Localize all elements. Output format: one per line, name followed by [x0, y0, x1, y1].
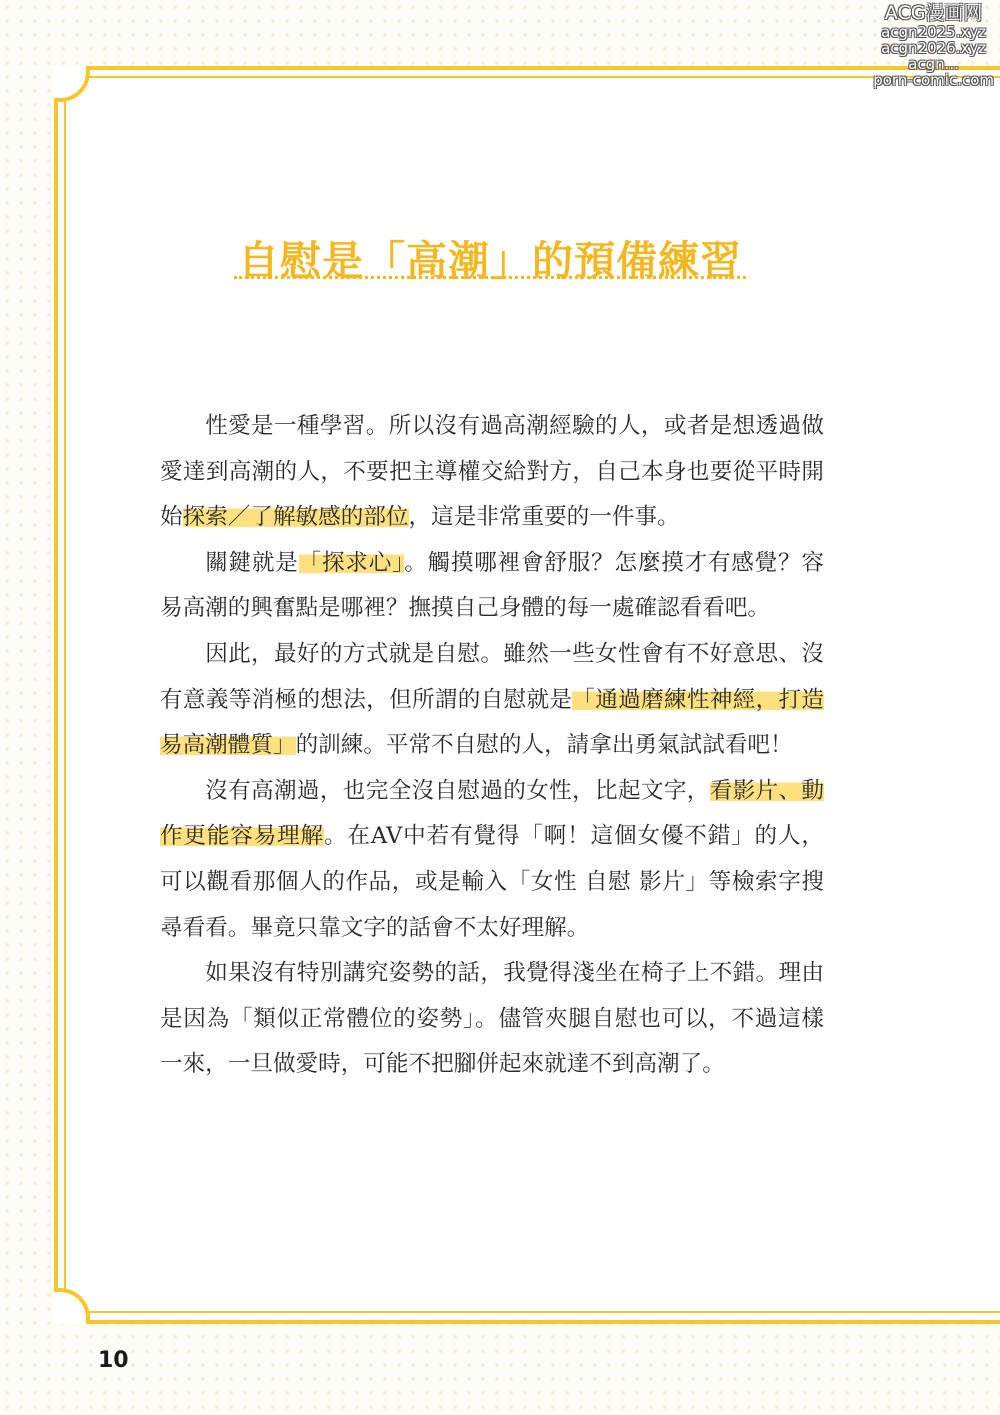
paragraph-text: ，這是非常重要的一件事。 [408, 504, 680, 531]
frame-border-top [88, 66, 1000, 70]
paragraph-text: 的訓練。平常不自慰的人，請拿出勇氣試試看吧！ [295, 732, 793, 759]
paragraph-text: 關鍵就是 [205, 549, 299, 576]
paragraph [160, 541, 824, 632]
paragraph-text: 因此，最好的方式就是自慰。雖然一些女性會有不好意思、沒有意義等消極的想法，但所謂的自慰就是 [160, 640, 824, 713]
watermark-line: acgn... [908, 55, 959, 73]
frame-border-bottom-inner [70, 1311, 1000, 1313]
paragraph [160, 951, 824, 1088]
page-number: 10 [98, 1348, 129, 1373]
paragraph-text: 性愛是一種學習。所以沒有過高潮經驗的人，或者是想透過做愛達到高潮的人，不要把主導權交給對方，自己本身也要從平時開始 [160, 413, 824, 531]
highlighted-text: 探索／了解敏感的部位 [182, 504, 409, 531]
highlighted-text: 「通過磨練性神經，打造易高潮體質」 [160, 686, 825, 759]
page-title: 自慰是「高潮」的預備練習 [238, 237, 742, 285]
paragraph [160, 769, 824, 951]
paragraph [160, 404, 824, 541]
watermark-line: acgn2026.xyz [881, 39, 987, 57]
frame-border-top-inner [70, 76, 1000, 78]
watermark-title: ACG漫画网 [884, 2, 983, 24]
highlighted-text: 看影片、動作更能容易理解 [160, 777, 825, 850]
paragraph [160, 632, 824, 769]
watermark [873, 2, 994, 88]
watermark-line: porn-comic.com [873, 71, 994, 89]
title-dotted-underline [234, 276, 746, 279]
highlighted-text: 「探求心」 [298, 549, 405, 576]
watermark-line: acgn2025.xyz [881, 23, 987, 41]
body-text [160, 404, 824, 1088]
paragraph-text: 。觸摸哪裡會舒服？怎麼摸才有感覺？容易高潮的興奮點是哪裡？撫摸自己身體的每一處確認看看吧。 [160, 549, 825, 622]
paragraph-text: 如果沒有特別講究姿勢的話，我覺得淺坐在椅子上不錯。理由是因為「類似正常體位的姿勢」。儘管夾腿自慰也可以，不過這樣一來，一旦做愛時，可能不把腳併起來就達不到高潮了。 [160, 960, 824, 1078]
frame-border-bottom [88, 1320, 1000, 1324]
paragraph-text: 。在AV中若有覺得「啊！這個女優不錯」的人，可以觀看那個人的作品，或是輸入「女性 自慰 影片」等檢索字搜尋看看。畢竟只靠文字的話會不太好理解。 [160, 823, 824, 941]
paragraph-text: 沒有高潮過，也完全沒自慰過的女性，比起文字， [205, 777, 710, 804]
